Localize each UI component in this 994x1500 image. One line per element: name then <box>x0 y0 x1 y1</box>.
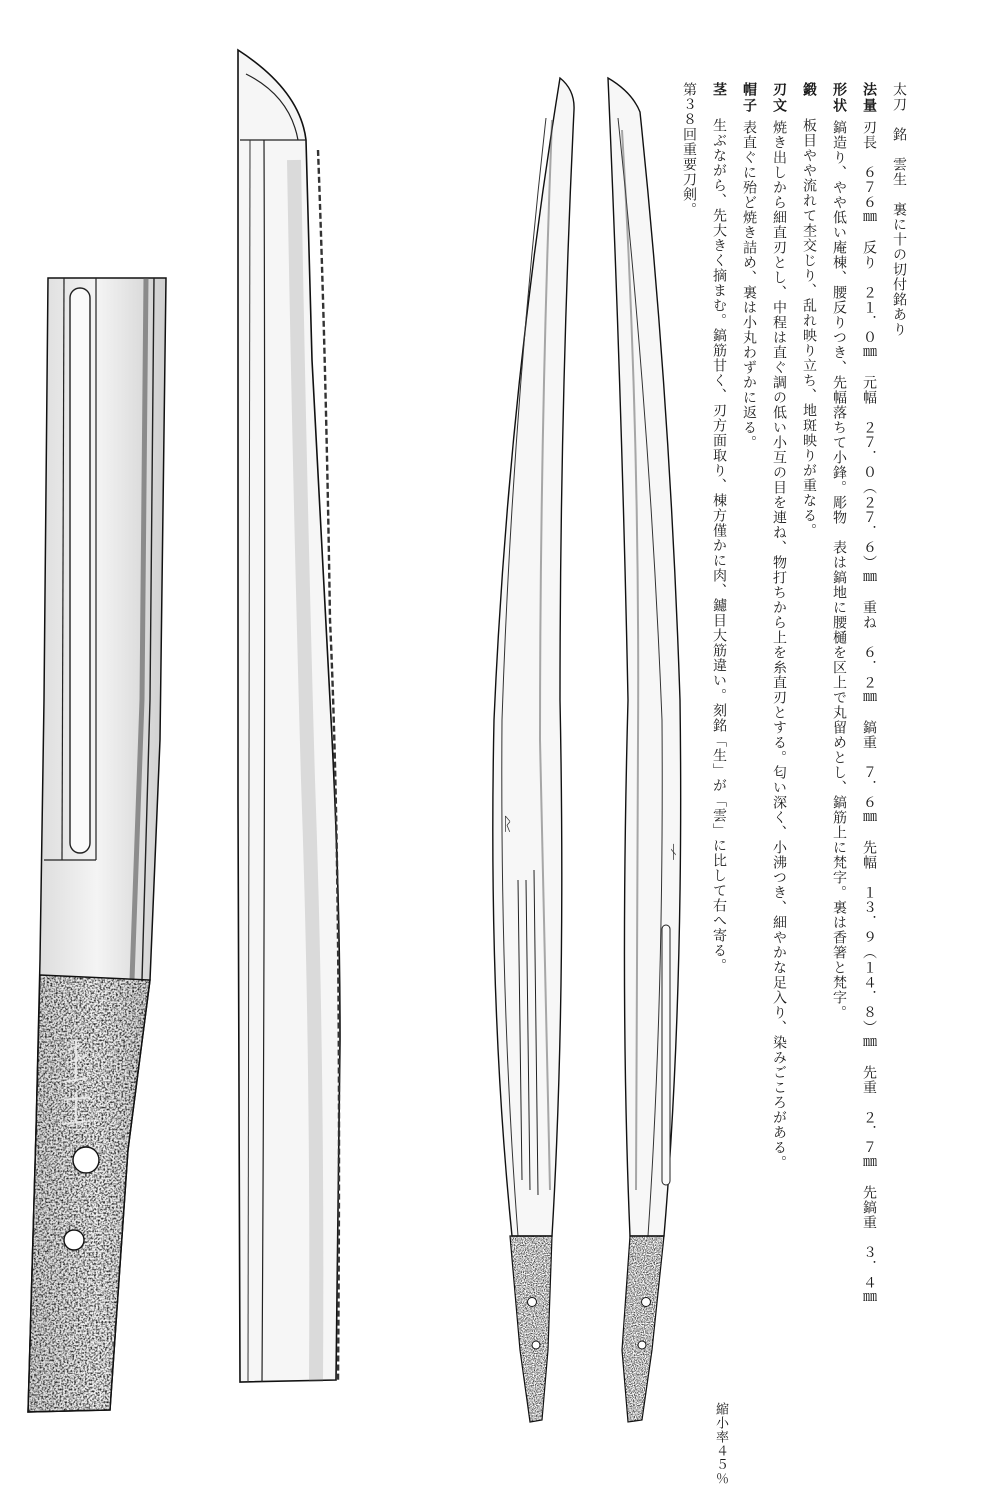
kirituke-mark: ᚾ <box>668 842 679 863</box>
boshi-label: 帽子 <box>741 82 757 114</box>
forging-text: 板目やや流れて杢交じり、乱れ映り立ち、地斑映りが重なる。 <box>801 118 817 538</box>
hamon-text: 焼き出しから細直刃とし、中程は直ぐ調の低い小互の目を連ね、物打ちから上を糸直刃とする。匂い深く、小沸つき、細やかな足入り、染みごころがある。 <box>771 120 787 1170</box>
sword-title <box>892 82 906 337</box>
measurements-label: 法量 <box>861 82 877 114</box>
measurements-text: 刃長 ６７６㎜ 反り ２１．０㎜ 元幅 ２７．０（２７．６）㎜ 重ね ６．２㎜ 鎬重 ７．６㎜ 先幅 １３．９（１４．８）㎜ 先重 ２．７㎜ 先鎬重 ３．４㎜ <box>861 120 877 1305</box>
shape-text: 鎬造り、やや低い庵棟、腰反りつき、先幅落ちて小鋒。彫物 表は鎬地に腰樋を区上で丸留めとし、鎬筋上に梵字。裏は香箸と梵字。 <box>831 120 847 1020</box>
measurements-row <box>862 82 876 1305</box>
nakago-text: 生ぶながら、先大きく摘まむ。鎬筋甘く、刃方面取り、棟方僅かに肉、鑢目大筋違い。刻銘「生」が「雲」に比して右へ寄る。 <box>711 118 727 973</box>
reference-note <box>682 82 696 217</box>
scale-note-text: 縮小率４５％ <box>713 1402 728 1486</box>
shape-row <box>832 82 846 1020</box>
forging-row <box>802 82 816 538</box>
reference-text: 第３８回重要刀剣。 <box>681 82 697 217</box>
signature-kanji: ᚱ <box>502 814 513 835</box>
sword-title-text: 太刀 銘 雲生 裏に十の切付銘あり <box>891 82 907 337</box>
boshi-row <box>742 82 756 450</box>
oshigata-ura-drawing <box>608 78 681 1422</box>
shape-label: 形状 <box>831 82 847 114</box>
nakago-closeup-drawing <box>28 278 166 1412</box>
oshigata-omote-drawing <box>493 78 574 1422</box>
nakago-row <box>712 82 726 973</box>
forging-label: 鍛 <box>801 82 817 98</box>
hamon-row <box>772 82 786 1170</box>
kissaki-closeup-drawing <box>238 50 340 1382</box>
hamon-label: 刃文 <box>771 82 787 114</box>
boshi-text: 表直ぐに殆ど焼き詰め、裏は小丸わずかに返る。 <box>741 120 757 450</box>
scale-note <box>714 1402 727 1486</box>
nakago-label: 茎 <box>711 82 727 98</box>
